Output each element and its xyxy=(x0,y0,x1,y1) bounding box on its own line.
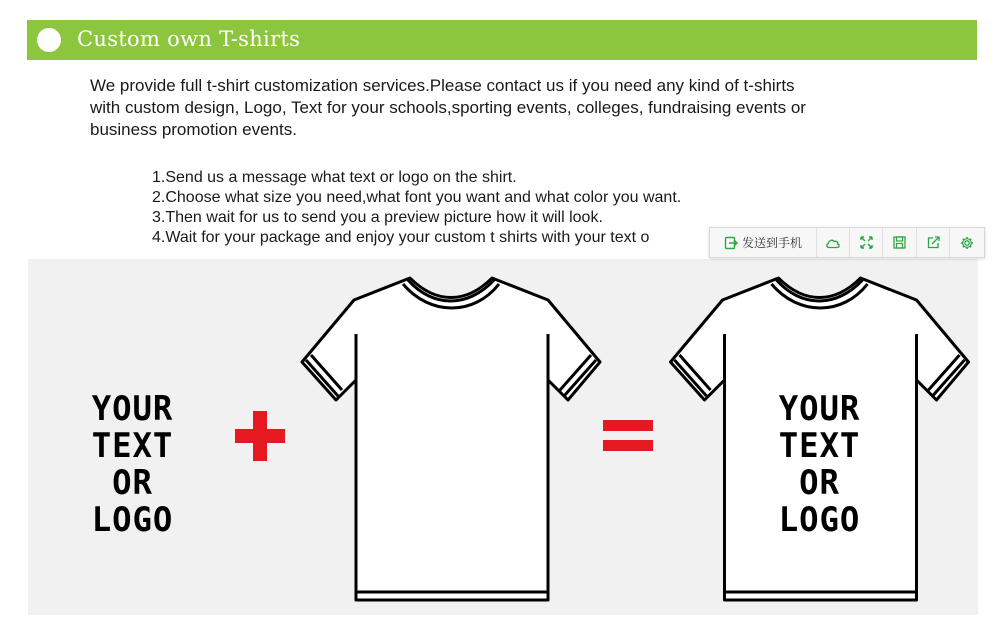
step-item: 2.Choose what size you need,what font you want and what color you want. xyxy=(152,189,682,206)
step-item: 4.Wait for your package and enjoy your custom t shirts with your text o xyxy=(152,229,650,246)
send-to-phone-button[interactable] xyxy=(710,228,817,257)
save-button[interactable] xyxy=(883,228,917,257)
intro-line: business promotion events. xyxy=(90,120,297,139)
share-button[interactable] xyxy=(917,228,950,257)
expand-icon xyxy=(860,236,873,249)
intro-paragraph xyxy=(90,75,950,141)
settings-icon xyxy=(960,236,974,250)
cloud-button[interactable] xyxy=(817,228,850,257)
intro-line: We provide full t-shirt customization services.Please contact us if you need any kind of t-shirts xyxy=(90,76,795,95)
your-text-or-logo-label xyxy=(40,391,225,539)
big-text-line: OR xyxy=(799,463,840,503)
banner-title: Custom own T-shirts xyxy=(77,27,301,51)
big-text-line: LOGO xyxy=(91,500,174,540)
steps-list xyxy=(152,168,681,248)
step-item: 3.Then wait for us to send you a preview picture how it will look. xyxy=(152,209,603,226)
step-item: 1.Send us a message what text or logo on the shirt. xyxy=(152,169,517,186)
image-tool-bar xyxy=(709,227,985,258)
banner-bullet-icon xyxy=(37,28,61,52)
shirt-print-text xyxy=(727,391,912,539)
section-banner xyxy=(27,20,977,60)
expand-button[interactable] xyxy=(850,228,883,257)
big-text-line: OR xyxy=(112,463,153,503)
big-text-line: YOUR TEXT xyxy=(91,389,174,466)
big-text-line: LOGO xyxy=(778,500,861,540)
intro-line: with custom design, Logo, Text for your schools,sporting events, colleges, fundraising events or xyxy=(90,98,806,117)
send-to-phone-label: 发送到手机 xyxy=(741,236,802,250)
blank-tshirt-icon xyxy=(298,274,603,606)
cloud-icon xyxy=(825,237,841,249)
big-text-line: YOUR TEXT xyxy=(778,389,861,466)
save-icon xyxy=(893,236,906,249)
settings-button[interactable] xyxy=(950,228,984,257)
send-to-phone-icon xyxy=(724,236,738,250)
share-icon xyxy=(927,236,940,249)
